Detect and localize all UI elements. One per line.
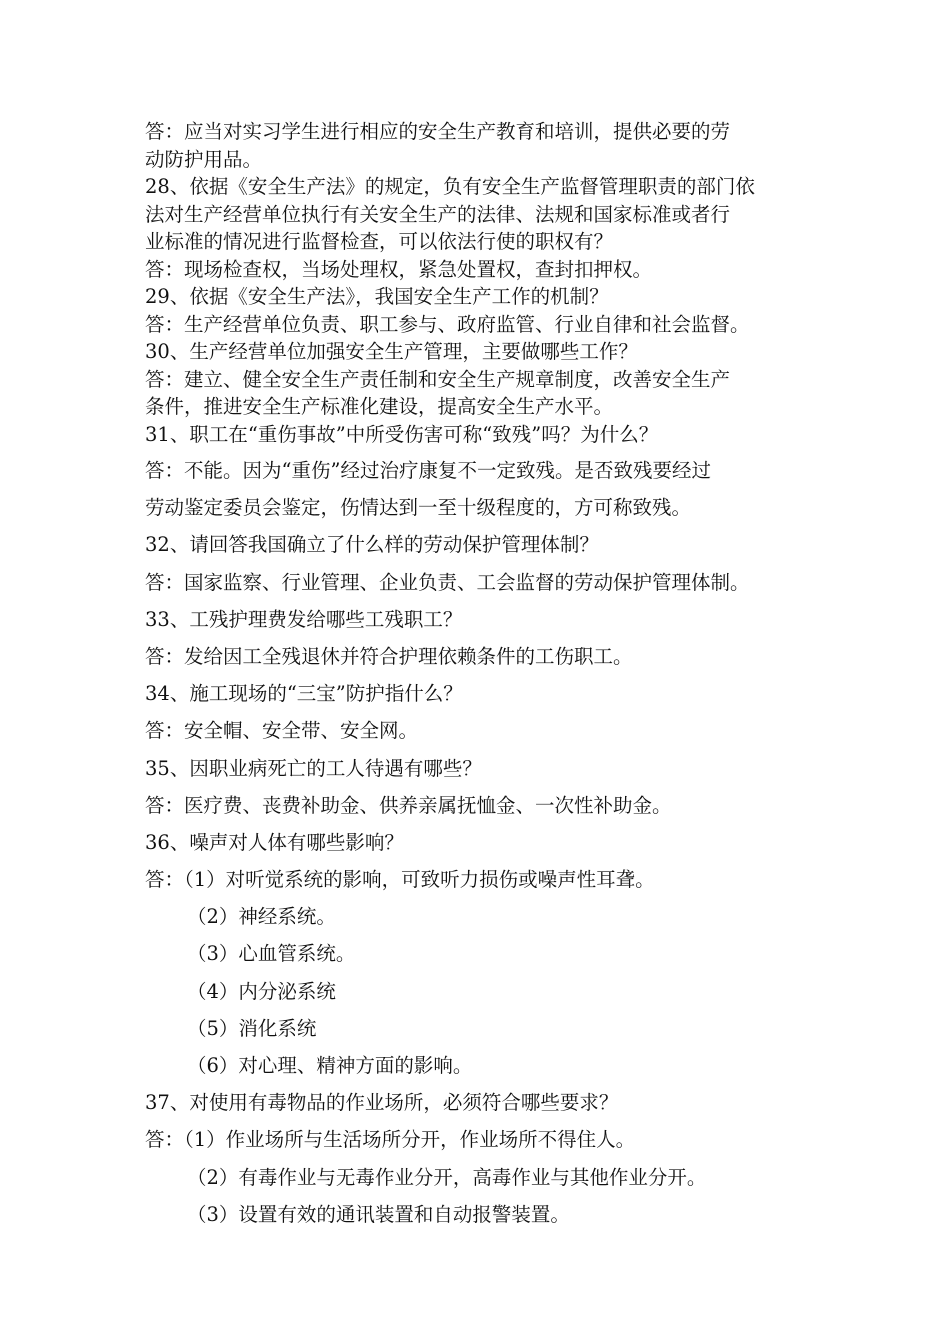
answer-28: 答：现场检查权，当场处理权，紧急处置权，查封扣押权。 [145, 257, 653, 281]
answer-29: 答：生产经营单位负责、职工参与、政府监管、行业自律和社会监督。 [145, 312, 750, 336]
answer-36-item-1: 答：（1）对听觉系统的影响，可致听力损伤或噪声性耳聋。 [145, 868, 655, 892]
answer-32: 答：国家监察、行业管理、企业负责、工会监督的劳动保护管理体制。 [145, 570, 750, 594]
answer-31: 答：不能。因为“重伤”经过治疗康复不一定致残。是否致残要经过 [145, 459, 711, 482]
answer-36-item-6: （6）对心理、精神方面的影响。 [187, 1054, 473, 1077]
text-line: 劳动鉴定委员会鉴定，伤情达到一至十级程度的，方可称致残。 [145, 496, 692, 520]
answer-37-item-1: 答：（1）作业场所与生活场所分开，作业场所不得住人。 [145, 1128, 636, 1152]
answer-36-item-4: （4）内分泌系统 [187, 979, 336, 1003]
question-35: 35、因职业病死亡的工人待遇有哪些？ [145, 756, 482, 780]
text-line: 动防护用品。 [145, 147, 263, 171]
text-line: 法对生产经营单位执行有关安全生产的法律、法规和国家标准或者行 [145, 202, 731, 226]
answer-35: 答：医疗费、丧费补助金、供养亲属抚恤金、一次性补助金。 [145, 793, 672, 817]
answer-33: 答：发给因工全残退休并符合护理依赖条件的工伤职工。 [145, 644, 633, 668]
answer-36-item-5: （5）消化系统 [187, 1016, 317, 1040]
document-body [145, 118, 815, 1233]
text-line: 业标准的情况进行监督检查，可以依法行使的职权有？ [145, 230, 614, 253]
question-29: 29、依据《安全生产法》，我国安全生产工作的机制？ [145, 285, 609, 308]
question-34: 34、施工现场的“三宝”防护指什么？ [145, 682, 463, 706]
answer-34: 答：安全帽、安全带、安全网。 [145, 719, 419, 743]
question-32: 32、请回答我国确立了什么样的劳动保护管理体制？ [145, 533, 599, 557]
question-36: 36、噪声对人体有哪些影响？ [145, 830, 404, 854]
question-33: 33、工残护理费发给哪些工残职工？ [145, 607, 463, 631]
dense-section [145, 118, 815, 448]
answer-36-item-3: （3）心血管系统。 [187, 942, 356, 966]
text-line: 条件，推进安全生产标准化建设，提高安全生产水平。 [145, 395, 614, 418]
answer-30: 答：建立、健全安全生产责任制和安全生产规章制度，改善安全生产 [145, 367, 731, 391]
question-28: 28、依据《安全生产法》的规定，负有安全生产监督管理职责的部门依 [145, 175, 755, 198]
question-30: 30、生产经营单位加强安全生产管理，主要做哪些工作？ [145, 340, 638, 363]
answer-36-item-2: （2）神经系统。 [187, 905, 336, 929]
answer-37-item-3: （3）设置有效的通讯装置和自动报警装置。 [187, 1202, 570, 1226]
loose-section [145, 452, 815, 1233]
answer-37-item-2: （2）有毒作业与无毒作业分开，高毒作业与其他作业分开。 [187, 1165, 707, 1189]
text-line: 答：应当对实习学生进行相应的安全生产教育和培训，提供必要的劳 [145, 120, 731, 143]
question-37: 37、对使用有毒物品的作业场所，必须符合哪些要求？ [145, 1091, 619, 1115]
question-31: 31、职工在“重伤事故”中所受伤害可称“致残”吗？为什么？ [145, 422, 659, 446]
